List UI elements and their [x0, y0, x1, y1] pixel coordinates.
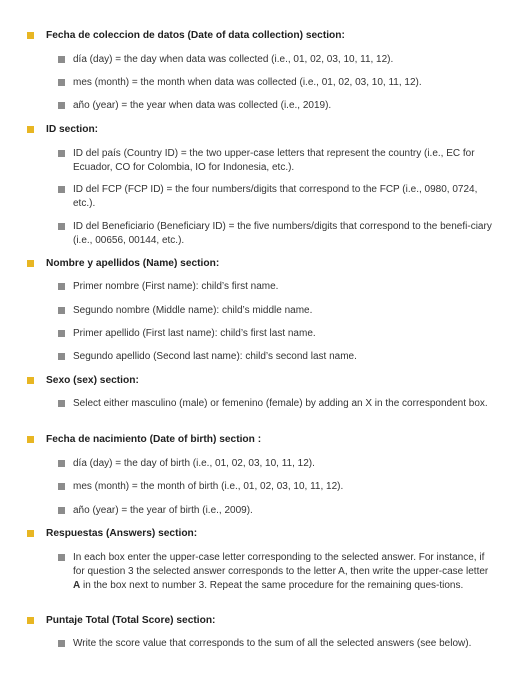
item-text: Segundo apellido (Second last name): child’s second last name. — [73, 351, 357, 362]
section-bullet-icon — [27, 32, 34, 39]
section-title: Fecha de coleccion de datos (Date of data collection) section: — [46, 30, 345, 41]
item-text: ID del FCP (FCP ID) = the four numbers/digits that correspond to the FCP (i.e., 0980, 0724, etc.). — [73, 184, 478, 209]
item-text: Primer nombre (First name): child’s first name. — [73, 281, 279, 292]
item-bullet-icon — [58, 507, 65, 514]
section-title: Respuestas (Answers) section: — [46, 528, 198, 539]
item-bullet-icon — [58, 307, 65, 314]
item-bullet-icon — [58, 56, 65, 63]
item-bullet-icon — [58, 150, 65, 157]
section-heading — [0, 257, 532, 271]
item-text: año (year) = the year when data was collected (i.e., 2019). — [73, 100, 332, 111]
item-text: día (day) = the day of birth (i.e., 01, 02, 03, 10, 11, 12). — [73, 458, 315, 469]
item-bullet-icon — [58, 102, 65, 109]
section-bullet-icon — [27, 436, 34, 443]
section-bullet-icon — [27, 530, 34, 537]
section-heading — [0, 123, 532, 137]
section-sex — [0, 374, 532, 388]
section-title: ID section: — [46, 124, 99, 135]
section-heading — [0, 29, 532, 43]
section-date-of-birth — [0, 433, 532, 447]
item-text: Select either masculino (male) or femenino (female) by adding an X in the correspondent box. — [73, 398, 488, 409]
item-bullet-icon — [58, 400, 65, 407]
item-text: día (day) = the day when data was collected (i.e., 01, 02, 03, 10, 11, 12). — [73, 54, 394, 65]
section-title: Fecha de nacimiento (Date of birth) section : — [46, 434, 262, 445]
item-text: Write the score value that corresponds to the sum of all the selected answers (see below). — [73, 638, 472, 649]
item-bullet-icon — [58, 554, 65, 561]
item-text: mes (month) = the month when data was collected (i.e., 01, 02, 03, 10, 11, 12). — [73, 77, 422, 88]
item-bullet-icon — [58, 640, 65, 647]
section-bullet-icon — [27, 377, 34, 384]
section-title: Sexo (sex) section: — [46, 375, 139, 386]
section-heading — [0, 374, 532, 388]
section-heading — [0, 433, 532, 447]
section-id — [0, 123, 532, 137]
item-text: Segundo nombre (Middle name): child’s middle name. — [73, 305, 313, 316]
item-bullet-icon — [58, 283, 65, 290]
item-bullet-icon — [58, 223, 65, 230]
item-text: Primer apellido (First last name): child’s first last name. — [73, 328, 316, 339]
section-title: Puntaje Total (Total Score) section: — [46, 615, 216, 626]
item-text: año (year) = the year of birth (i.e., 2009). — [73, 505, 253, 516]
section-total-score — [0, 614, 532, 628]
section-bullet-icon — [27, 126, 34, 133]
section-date-of-collection — [0, 29, 532, 43]
item-bullet-icon — [58, 330, 65, 337]
item-bullet-icon — [58, 79, 65, 86]
item-bullet-icon — [58, 353, 65, 360]
item-bullet-icon — [58, 186, 65, 193]
section-answers — [0, 527, 532, 541]
item-text: In each box enter the upper-case letter corresponding to the selected answer. For instance, if for question 3 the selected answer corresponds to the letter A, then write the upper-case letter A in the box next to number 3. Repeat the same procedure for the remaining ques-tions. — [73, 552, 489, 591]
item-text: mes (month) = the month of birth (i.e., 01, 02, 03, 10, 11, 12). — [73, 481, 344, 492]
section-bullet-icon — [27, 260, 34, 267]
section-heading — [0, 614, 532, 628]
item-bullet-icon — [58, 483, 65, 490]
section-name — [0, 257, 532, 271]
item-text: ID del país (Country ID) = the two upper-case letters that represent the country (i.e., EC for Ecuador, CO for Colombia, IO for Indonesia, etc.). — [73, 148, 475, 173]
section-title: Nombre y apellidos (Name) section: — [46, 258, 220, 269]
section-bullet-icon — [27, 617, 34, 624]
section-heading — [0, 527, 532, 541]
item-bullet-icon — [58, 460, 65, 467]
item-text: ID del Beneficiario (Beneficiary ID) = the five numbers/digits that correspond to the benefi-ciary (i.e., 00656, 00144, etc.). — [73, 221, 492, 246]
